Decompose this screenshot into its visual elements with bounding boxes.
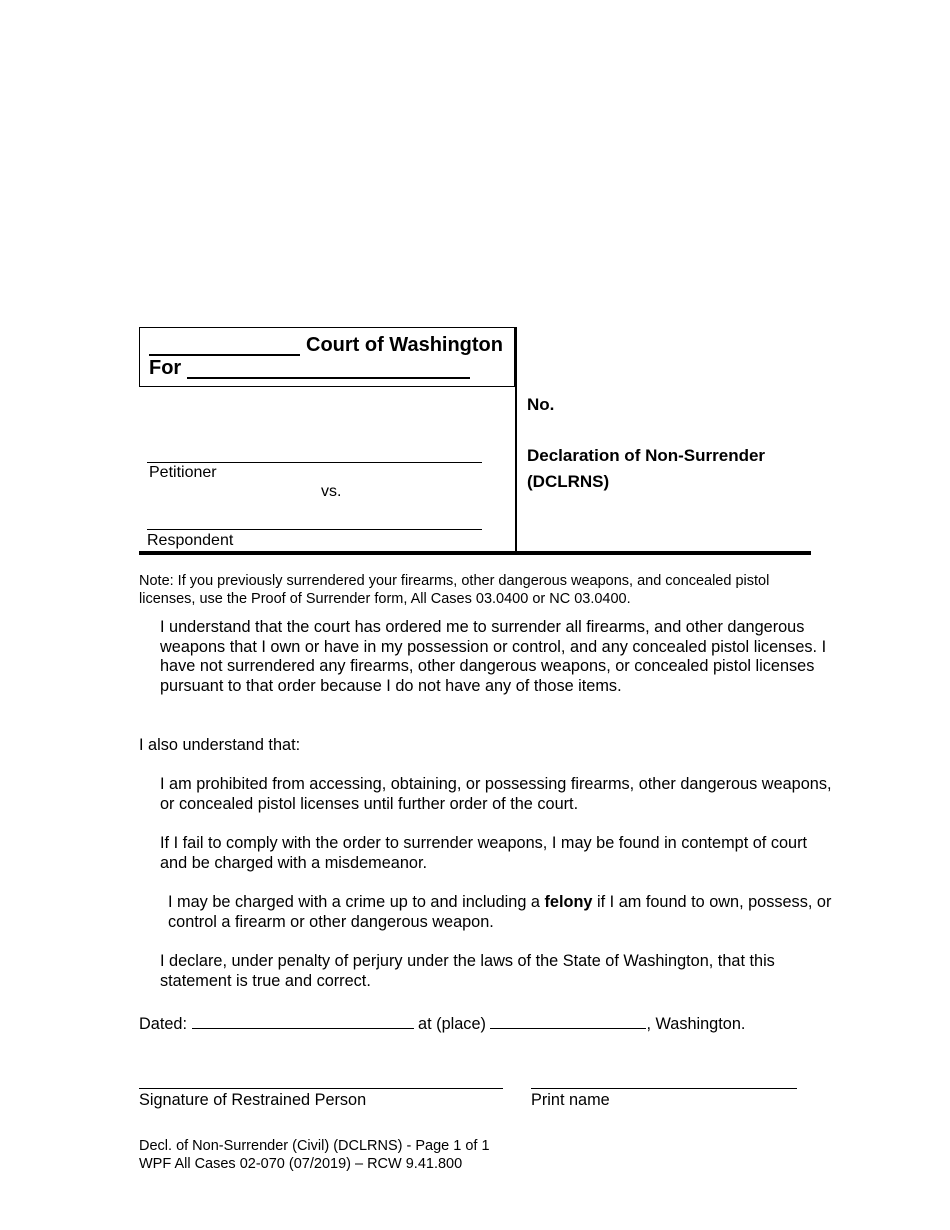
court-name-blank[interactable]	[149, 354, 300, 356]
respondent-label: Respondent	[147, 532, 234, 549]
court-label: Court of Washington	[306, 334, 503, 356]
paragraph-understand: I understand that the court has ordered me to surrender all firearms, and other dangerous weapons that I own or have in my possession or control, and any concealed pistol licenses. I have not surrendered any firearms, other dangerous weapons, or concealed pistol licenses pursuant to that order because I do not have any of those items.	[160, 618, 827, 695]
respondent-blank[interactable]	[147, 529, 482, 530]
date-blank[interactable]	[192, 1012, 414, 1029]
footer-line1: Decl. of Non-Surrender (Civil) (DCLRNS) - Page 1 of 1	[139, 1138, 490, 1154]
place-blank[interactable]	[490, 1012, 646, 1029]
case-number-label: No.	[527, 395, 555, 414]
dated-row	[139, 1012, 745, 1034]
county-blank[interactable]	[187, 377, 470, 379]
caption-bottom-rule	[139, 551, 811, 555]
felony-text-before: I may be charged with a crime up to and including a	[168, 893, 545, 911]
footer-line2: WPF All Cases 02-070 (07/2019) – RCW 9.41.800	[139, 1156, 463, 1172]
paragraph-contempt: If I fail to comply with the order to surrender weapons, I may be found in contempt of court and be charged with a misdemeanor.	[160, 834, 808, 872]
petitioner-blank[interactable]	[147, 462, 482, 463]
paragraph-also-understand: I also understand that:	[139, 736, 301, 754]
print-name-blank[interactable]	[531, 1088, 797, 1089]
note-text: Note: If you previously surrendered your firearms, other dangerous weapons, and concealed pistol licenses, use the Proof of Surrender form, All Cases 03.0400 or NC 03.0400.	[139, 573, 770, 607]
state-label: , Washington.	[646, 1015, 746, 1033]
paragraph-prohibited: I am prohibited from accessing, obtaining, or possessing firearms, other dangerous weapons, or concealed pistol licenses until further order of the court.	[160, 775, 832, 813]
caption-divider	[515, 327, 517, 553]
signature-blank[interactable]	[139, 1088, 503, 1089]
paragraph-felony	[139, 893, 843, 932]
vs-label: vs.	[321, 483, 342, 500]
signature-label: Signature of Restrained Person	[139, 1091, 367, 1109]
felony-text-bold: felony	[544, 893, 593, 911]
document-title-line2: (DCLRNS)	[527, 472, 610, 491]
place-label: at (place)	[418, 1015, 486, 1033]
paragraph-declare: I declare, under penalty of perjury under the laws of the State of Washington, that this statement is true and correct.	[160, 952, 775, 990]
document-title-line1: Declaration of Non-Surrender	[527, 446, 766, 465]
dated-label: Dated:	[139, 1015, 187, 1033]
petitioner-label: Petitioner	[149, 464, 217, 481]
document-title	[527, 443, 807, 495]
for-label: For	[149, 357, 182, 379]
print-name-label: Print name	[531, 1091, 610, 1109]
footer	[139, 1137, 490, 1173]
felony-text-after: if I am found to own, possess, or control a firearm or other dangerous weapon.	[168, 893, 832, 931]
